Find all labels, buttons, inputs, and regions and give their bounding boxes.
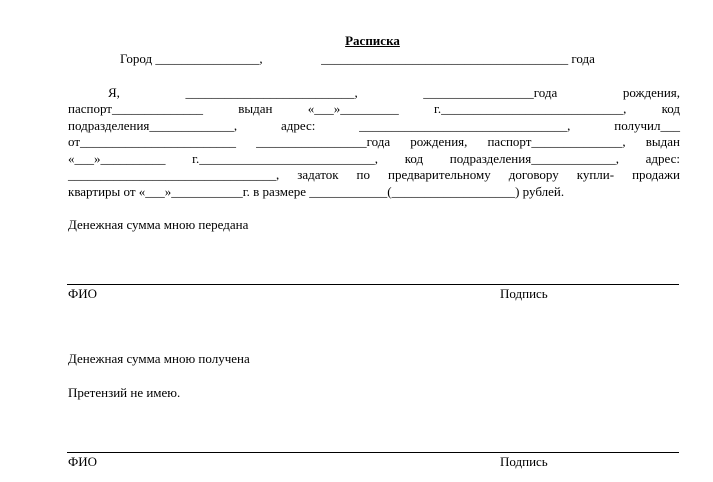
body-line-1: Я, __________________________, _________________года рождения,	[108, 85, 680, 100]
signature-line-1	[67, 284, 679, 285]
signature-line-2	[67, 452, 679, 453]
body-line-2: паспорт______________ выдан «___»_________ г.____________________________, код	[68, 101, 680, 116]
signature-label-1: Подпись	[500, 286, 548, 301]
money-transferred-text: Денежная сумма мною передана	[68, 217, 249, 232]
signature-label-2: Подпись	[500, 454, 548, 469]
body-line-5: «___»__________ г.___________________________, код подразделения_____________, адрес:	[68, 151, 680, 166]
money-received-text: Денежная сумма мною получена	[68, 351, 250, 366]
no-claims-text: Претензий не имею.	[68, 385, 181, 400]
fio-label-2: ФИО	[68, 454, 98, 469]
fio-label-1: ФИО	[68, 286, 98, 301]
body-line-7: квартиры от «___»___________г. в размере ____________(___________________) рублей.	[68, 184, 565, 199]
document-title: Расписка	[345, 33, 400, 48]
body-line-3: подразделения_____________, адрес: ________________________________, получил___	[68, 118, 680, 133]
body-line-4: от________________________ _________________года рождения, паспорт______________, выдан	[68, 134, 680, 149]
body-line-6: ________________________________, задаток по предварительному договору купли- продажи	[68, 167, 680, 182]
city-date-line: Город ________________, ______________________________________ года	[120, 51, 595, 66]
